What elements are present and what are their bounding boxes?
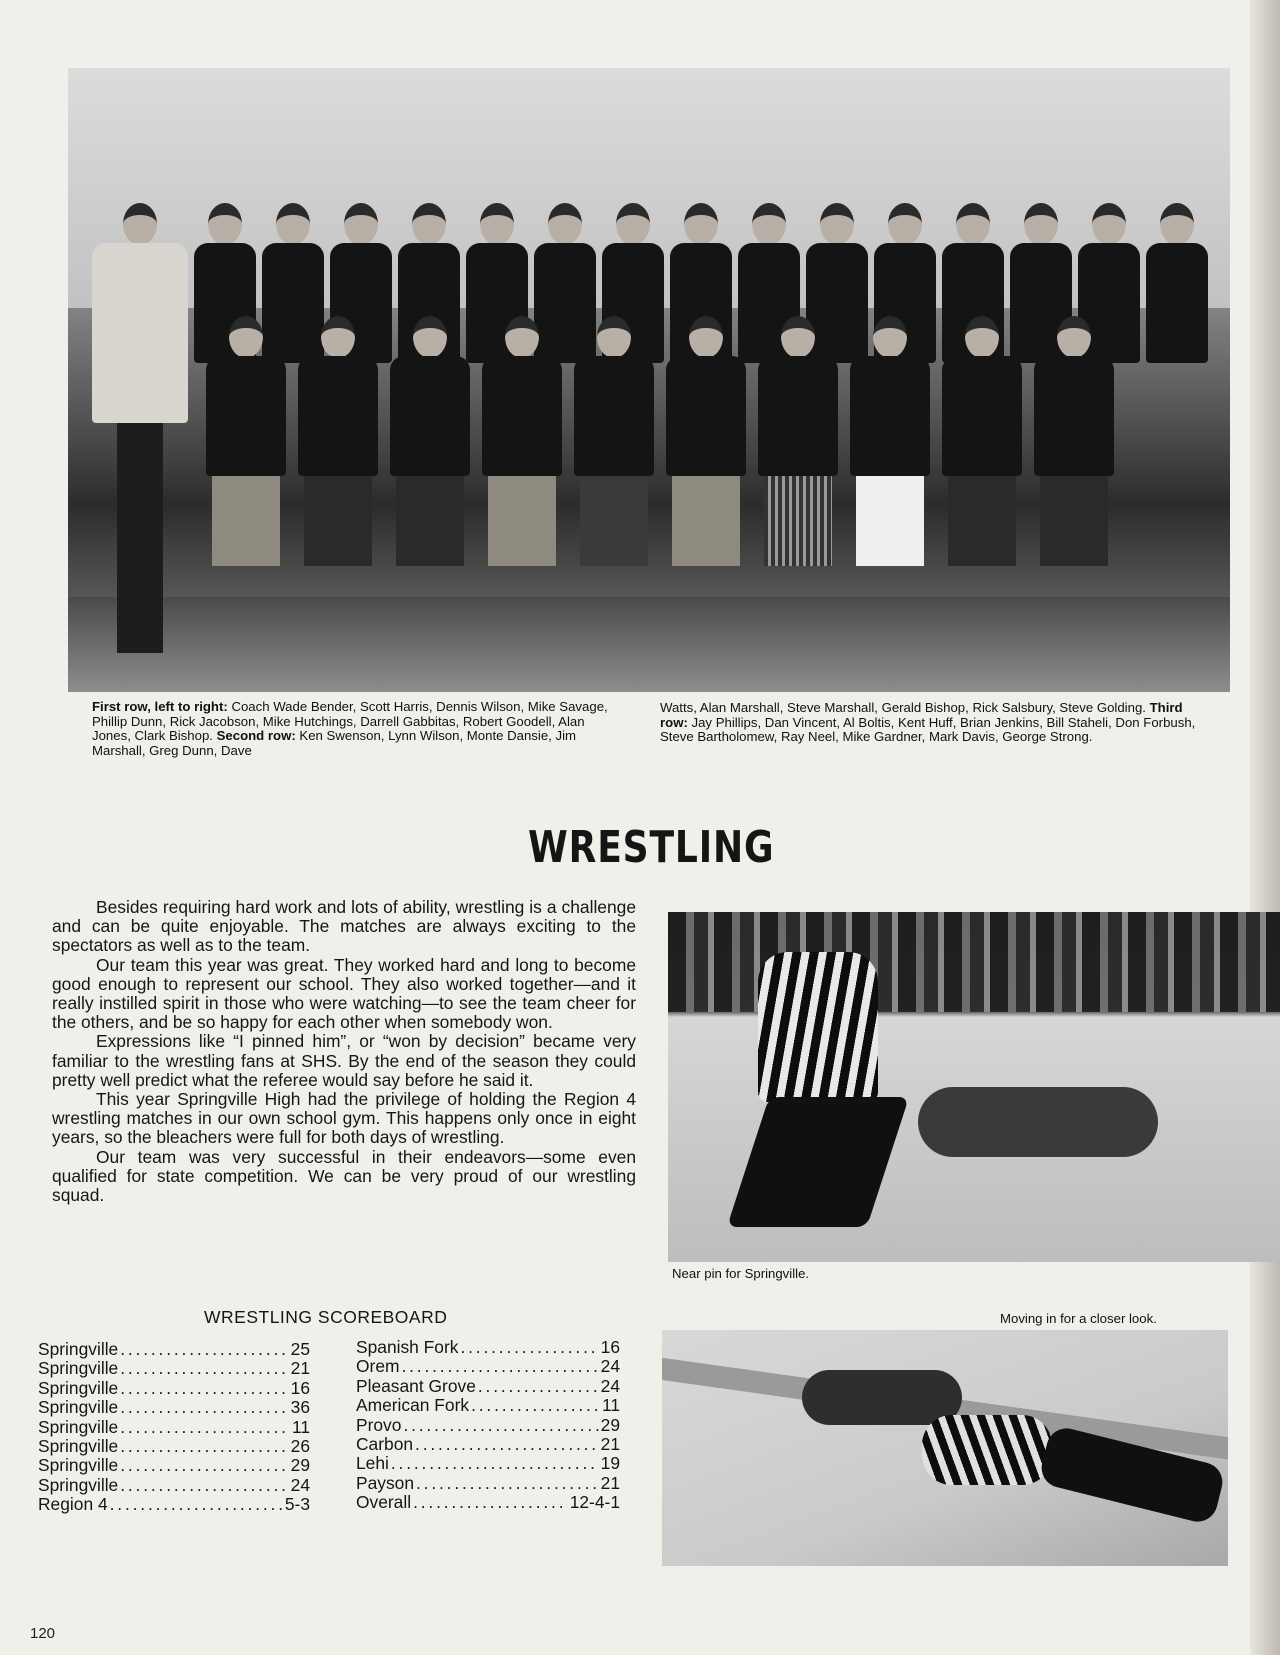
team-name: Region 4 — [38, 1494, 108, 1515]
referee-legs — [727, 1097, 909, 1227]
score-value: 24 — [600, 1375, 620, 1396]
article-paragraph: This year Springville High had the privilege of holding the Region 4 wrestling matches in our own school gym. This happens only once in eight years, so the bleachers were full for both days of wrestling. — [52, 1089, 636, 1148]
score-value: 11 — [601, 1395, 620, 1416]
wrestlers-on-mat — [802, 1370, 962, 1425]
wrestler-figure — [390, 316, 470, 566]
opponent-name: Pleasant Grove — [356, 1375, 476, 1396]
team-name: Springville — [38, 1339, 119, 1359]
team-photo-caption-right — [660, 701, 1206, 745]
action-photo — [668, 912, 1280, 1262]
leader-dots — [403, 1416, 598, 1435]
closer-photo — [662, 1330, 1228, 1566]
wrestler-figure — [574, 316, 654, 566]
leader-dots — [415, 1435, 599, 1454]
opponent-name: Payson — [356, 1472, 415, 1493]
referee-figure — [922, 1415, 1052, 1485]
leader-dots — [460, 1338, 598, 1357]
page-edge — [1250, 0, 1280, 1655]
opponent-name: Carbon — [356, 1434, 414, 1455]
team-name: Springville — [38, 1474, 119, 1495]
leader-dots — [120, 1456, 288, 1475]
wrestler-figure — [298, 316, 378, 566]
score-value: 26 — [290, 1436, 310, 1457]
team-name: Springville — [38, 1358, 119, 1379]
leader-dots — [471, 1396, 600, 1415]
score-row — [38, 1340, 310, 1359]
leader-dots — [120, 1359, 288, 1378]
score-row — [356, 1338, 620, 1357]
leader-dots — [120, 1476, 288, 1495]
scoreboard-left-column — [38, 1340, 310, 1515]
opponent-name: Provo — [356, 1414, 402, 1435]
action-photo-caption: Near pin for Springville. — [672, 1266, 810, 1281]
score-row — [38, 1398, 310, 1417]
leader-dots — [120, 1437, 288, 1456]
score-value: 25 — [290, 1339, 310, 1359]
wrestler-figure — [206, 316, 286, 566]
score-row — [38, 1456, 310, 1475]
caption-names-second-row: Ken Swenson, Lynn Wilson, Monte Dansie, Jim Marshall, Greg Dunn, Dave — [92, 728, 576, 758]
team-name: Springville — [38, 1377, 119, 1398]
score-value: 11 — [291, 1416, 310, 1437]
caption-names-first-row: Coach Wade Bender, Scott Harris, Dennis Wilson, Mike Savage, Phillip Dunn, Rick Jacobson, Mike Hutchings, Darrell Gabbitas, Robert Goodell, Alan Jones, Clark Bishop. — [92, 699, 608, 743]
team-photo-caption-left — [92, 700, 620, 758]
scoreboard-title: WRESTLING SCOREBOARD — [204, 1307, 448, 1327]
score-row — [38, 1359, 310, 1378]
score-value: 21 — [600, 1434, 620, 1455]
wrestler-figure — [1034, 316, 1114, 566]
caption-label-second-row: Second row: — [216, 728, 296, 743]
article-body — [52, 898, 636, 1205]
article-paragraph: Expressions like “I pinned him”, or “won by decision” became very familiar to the wrestling fans at SHS. By the end of the season they could pretty well predict what the referee would say before he said it. — [52, 1031, 636, 1090]
wrestler-figure — [666, 316, 746, 566]
leader-dots — [391, 1454, 599, 1473]
wrestler-figure — [942, 316, 1022, 566]
team-photo — [68, 68, 1230, 692]
caption-label-third-row: Third row: — [660, 700, 1183, 730]
score-value: 19 — [600, 1453, 620, 1474]
leader-dots — [120, 1340, 288, 1359]
score-row — [356, 1454, 620, 1473]
score-row — [356, 1396, 620, 1415]
caption-label-first-row: First row, left to right: — [92, 699, 228, 714]
article-paragraph: Our team was very successful in their endeavors—some even qualified for state competition. We can be very proud of our wrestling squad. — [52, 1146, 636, 1206]
team-name: Springville — [38, 1397, 119, 1418]
leader-dots — [478, 1377, 599, 1396]
leader-dots — [120, 1379, 288, 1398]
article-paragraph: Our team this year was great. They worked hard and long to become good enough to represent our school. They also worked together—and it really instilled spirit in those who were watching—to see the team cheer for the others, and be so happy for each other when somebody won. — [52, 954, 636, 1033]
wrestler-figure — [758, 316, 838, 566]
leader-dots — [416, 1474, 599, 1493]
opponent-name: Lehi — [356, 1453, 389, 1474]
score-row — [38, 1495, 310, 1514]
wrestler-figure — [850, 316, 930, 566]
score-value: 16 — [290, 1377, 310, 1398]
score-value: 21 — [600, 1472, 620, 1493]
score-row — [38, 1379, 310, 1398]
wrestler-figure — [1146, 203, 1208, 653]
referee-figure — [758, 952, 878, 1102]
caption-names-second-row-cont: Watts, Alan Marshall, Steve Marshall, Gerald Bishop, Rick Salsbury, Steve Golding. — [660, 700, 1150, 715]
opponent-name: Orem — [356, 1356, 400, 1377]
score-row — [38, 1476, 310, 1495]
score-value: 16 — [600, 1337, 620, 1357]
score-value: 36 — [290, 1397, 310, 1418]
score-value: 24 — [290, 1474, 310, 1495]
score-row — [38, 1437, 310, 1456]
caption-names-third-row: Jay Phillips, Dan Vincent, Al Boltis, Kent Huff, Brian Jenkins, Bill Staheli, Don Forbush, Steve Bartholomew, Ray Neel, Mike Gardner, Mark Davis, George Strong. — [660, 714, 1196, 744]
opponent-name: Spanish Fork — [356, 1337, 459, 1357]
team-front-row — [206, 316, 1126, 566]
leader-dots — [120, 1418, 290, 1437]
score-value: 29 — [600, 1414, 620, 1435]
wrestler-figure — [482, 316, 562, 566]
score-row — [356, 1474, 620, 1493]
score-row — [356, 1357, 620, 1376]
page-title: WRESTLING — [528, 822, 775, 873]
score-row — [356, 1416, 620, 1435]
leader-dots — [120, 1398, 288, 1417]
leader-dots — [413, 1493, 568, 1512]
score-row — [38, 1418, 310, 1437]
score-row — [356, 1435, 620, 1454]
team-name: Springville — [38, 1436, 119, 1457]
score-value: 21 — [290, 1358, 310, 1379]
article-paragraph: Besides requiring hard work and lots of ability, wrestling is a challenge and can be quite enjoyable. The matches are always exciting to the spectators as well as to the team. — [52, 897, 636, 956]
opponent-name: Overall — [356, 1492, 412, 1513]
team-name: Springville — [38, 1455, 119, 1476]
team-name: Springville — [38, 1416, 119, 1437]
page-number: 120 — [30, 1625, 56, 1642]
opponent-name: American Fork — [356, 1395, 470, 1416]
coach-figure — [92, 203, 188, 653]
score-value: 5-3 — [284, 1494, 310, 1515]
leader-dots — [110, 1495, 283, 1514]
score-row — [356, 1377, 620, 1396]
closer-photo-caption: Moving in for a closer look. — [1000, 1311, 1157, 1326]
score-value: 12-4-1 — [569, 1492, 620, 1513]
score-row — [356, 1493, 620, 1512]
leader-dots — [401, 1357, 598, 1376]
score-value: 29 — [290, 1455, 310, 1476]
wrestlers-on-mat — [918, 1087, 1158, 1157]
scoreboard-right-column — [356, 1338, 620, 1513]
score-value: 24 — [600, 1356, 620, 1377]
